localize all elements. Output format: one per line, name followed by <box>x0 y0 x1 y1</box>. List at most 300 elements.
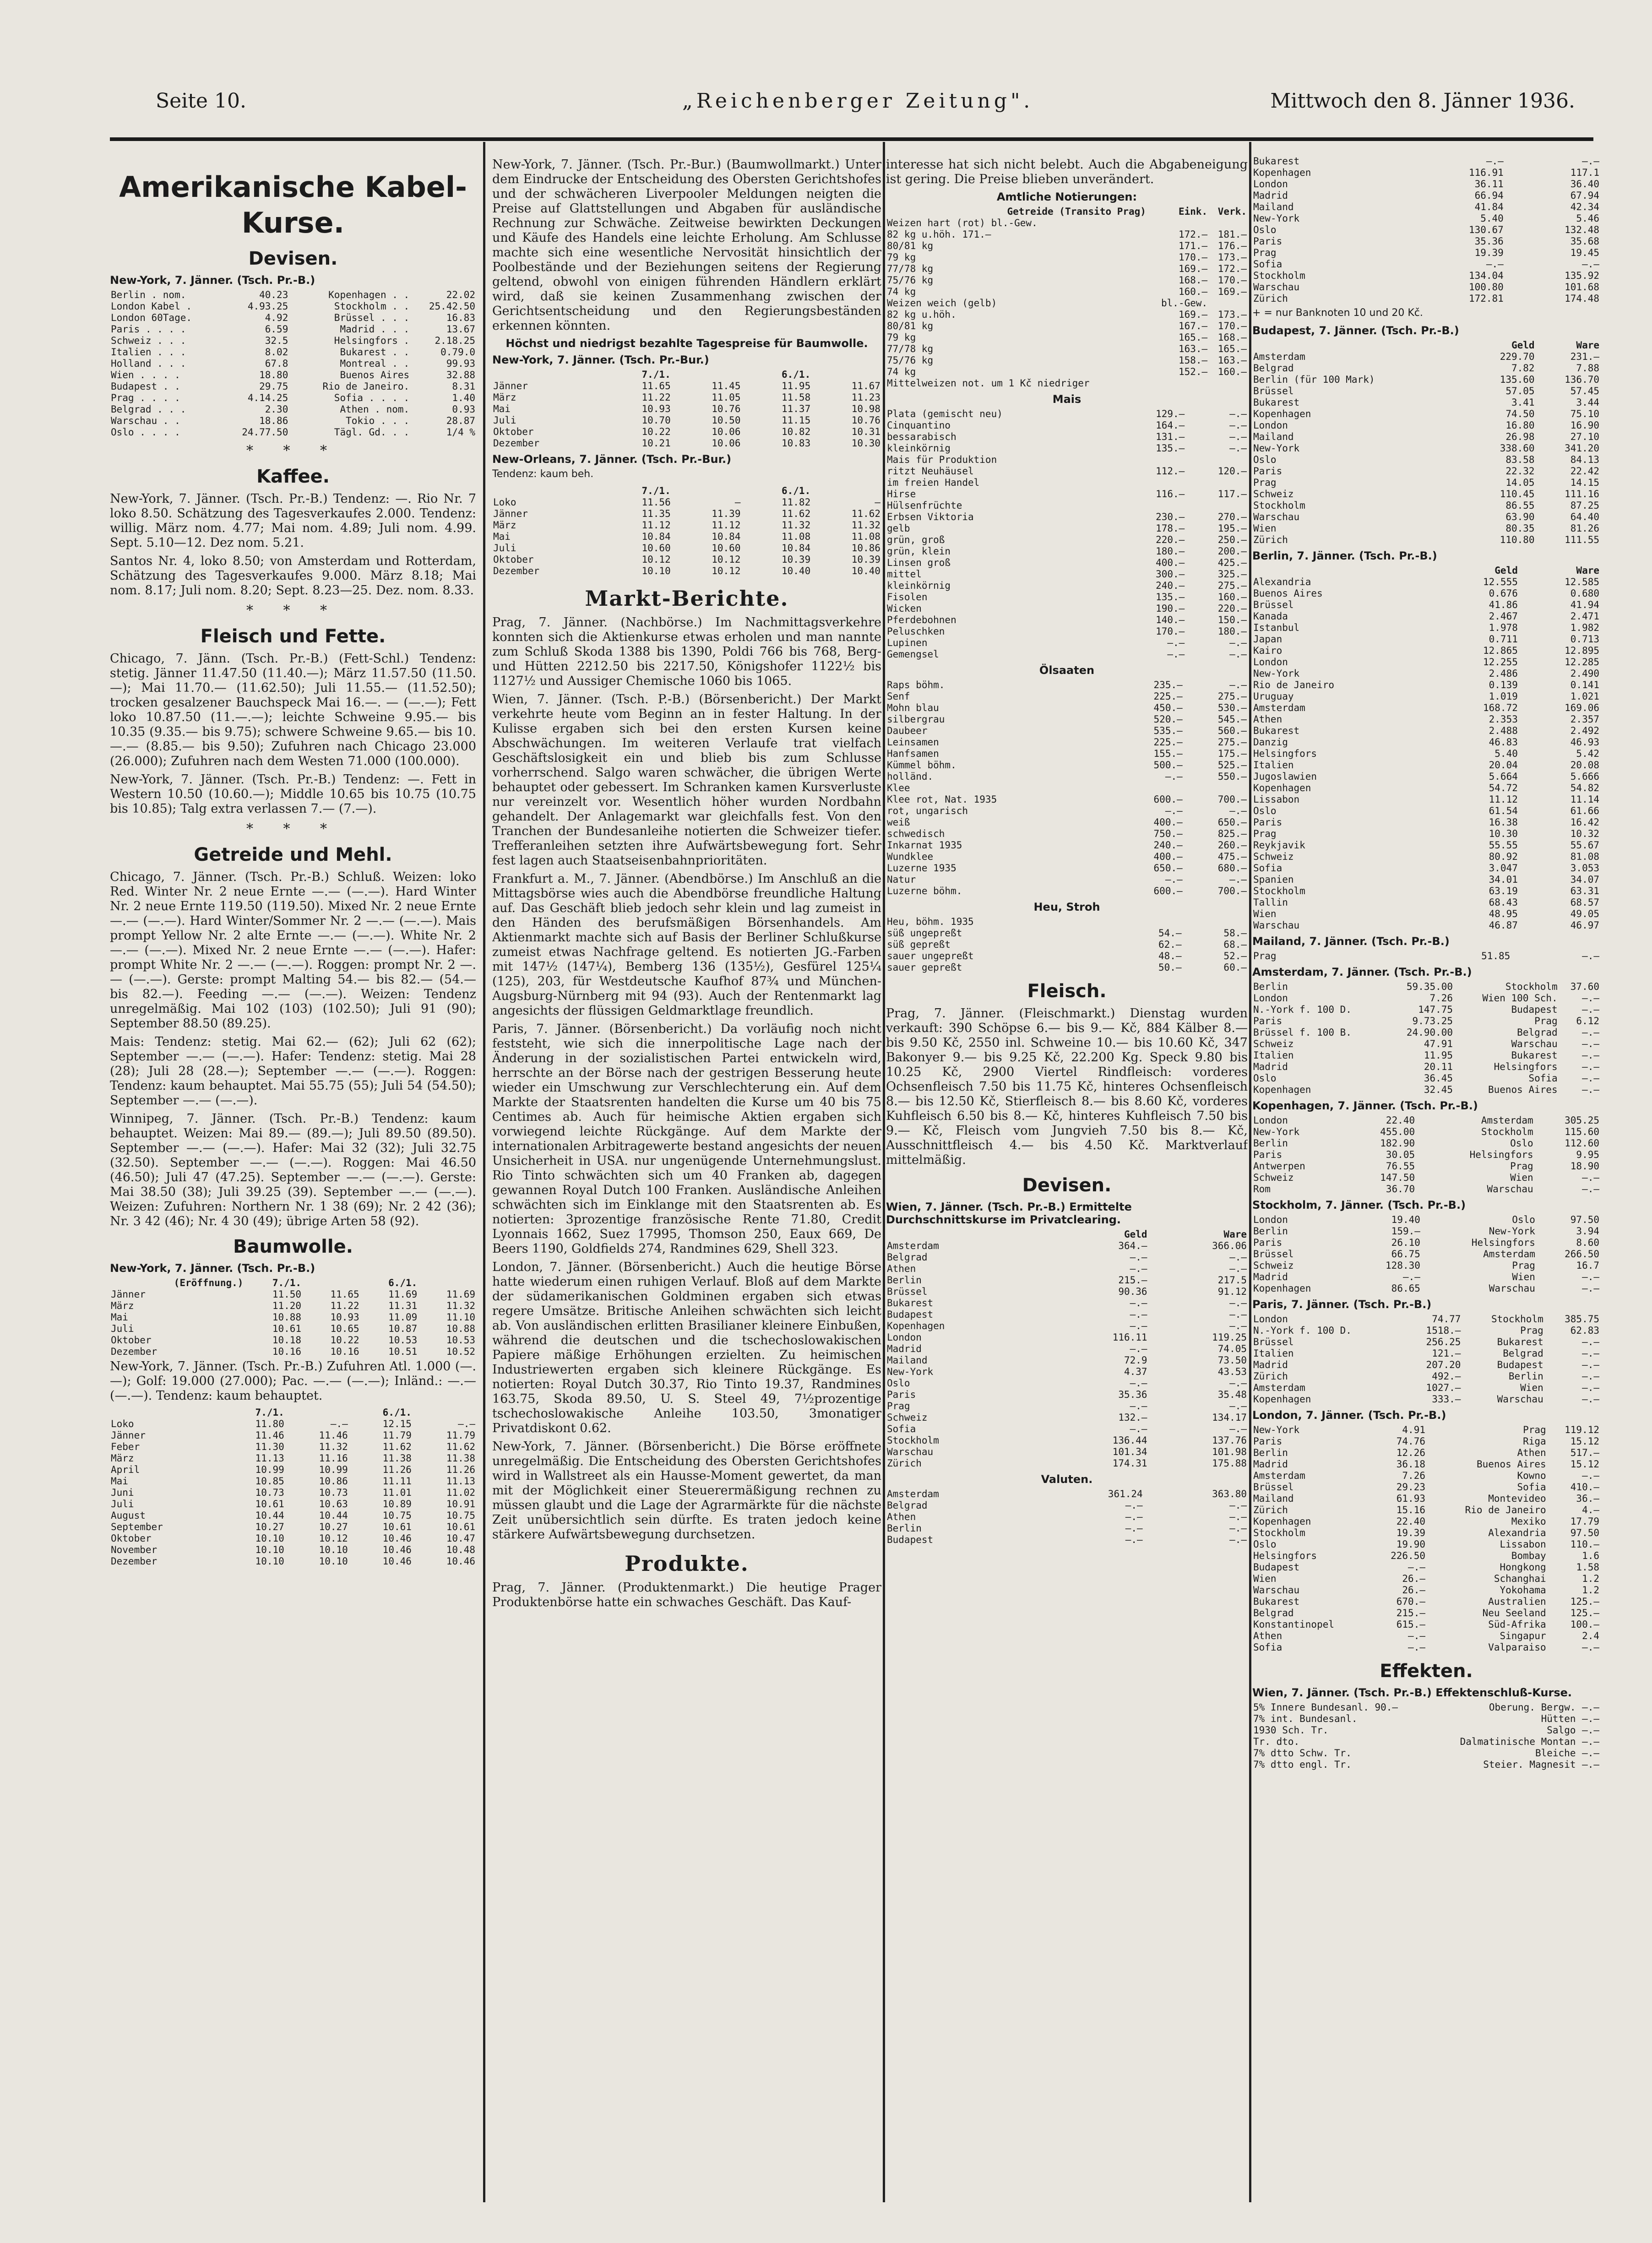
table-row <box>492 554 881 565</box>
table-cell: 250.— <box>1217 534 1247 545</box>
table-row <box>886 534 1248 546</box>
table-cell: 385.75 <box>1565 1314 1599 1325</box>
table-cell: 175.88 <box>1212 1458 1247 1469</box>
table-row <box>1252 1283 1600 1294</box>
table-cell: 43.53 <box>1217 1366 1247 1377</box>
table-cell: 112.— <box>1156 466 1185 477</box>
table-row <box>1252 1184 1600 1195</box>
table-cell: 160.— <box>1178 286 1208 297</box>
table-header-row <box>492 485 881 497</box>
table-cell: 266.50 <box>1565 1249 1599 1260</box>
table-header-cell: Geld <box>1494 565 1518 576</box>
table-cell: 16.42 <box>1570 817 1599 828</box>
table-cell: Prag <box>887 1401 910 1412</box>
table-cell: 0.93 <box>452 404 475 415</box>
table-cell: Bukarest . . <box>340 347 410 358</box>
table-cell: 62.83 <box>1570 1325 1599 1336</box>
table-cell: —.— <box>1130 1309 1147 1320</box>
table-cell: 11.32 <box>782 520 811 531</box>
table-cell: New-York <box>1253 1126 1300 1137</box>
table-cell: London <box>1253 1214 1288 1225</box>
table-cell: Berlin <box>1253 1447 1288 1458</box>
table-cell: Prag <box>1253 477 1277 488</box>
table-cell: 11.58 <box>782 392 811 403</box>
table-row <box>1252 213 1600 224</box>
table-cell: Daubeer <box>887 725 928 736</box>
table-cell: 80/81 kg <box>887 320 934 331</box>
table-cell: 82 kg u.höh. <box>887 309 956 320</box>
table-row <box>886 431 1248 443</box>
table-cell: 170.— <box>1217 275 1247 286</box>
table-cell: —.— <box>1408 1630 1425 1641</box>
table-cell: 74 kg <box>887 366 916 377</box>
table-row <box>1252 1447 1600 1459</box>
table-cell: März <box>493 520 516 531</box>
table-cell: 81.08 <box>1570 851 1599 862</box>
table-row <box>1252 897 1600 908</box>
table-cell: Kowno <box>1517 1470 1546 1481</box>
table-cell: 60.— <box>1223 962 1247 973</box>
table-cell: 10.22 <box>641 426 671 437</box>
table-cell: 11.32 <box>851 520 880 531</box>
table-cell: Holland . . . <box>111 358 186 369</box>
table-row <box>886 928 1248 939</box>
table-cell: 10.93 <box>330 1312 359 1323</box>
table-cell: 455.00 <box>1380 1126 1415 1137</box>
table-cell: 2.488 <box>1489 725 1518 736</box>
table-row <box>492 380 881 392</box>
table-cell: Alexandria <box>1488 1527 1546 1538</box>
table-cell: 300.— <box>1156 569 1185 580</box>
table-cell: 475.— <box>1217 851 1247 862</box>
table-cell: Berlin <box>1253 1138 1288 1149</box>
devisen-table <box>110 289 476 438</box>
table-cell: Oslo . . . . <box>111 427 180 438</box>
table-cell: 11.12 <box>1489 794 1518 805</box>
table-cell: 650.— <box>1153 863 1183 874</box>
table-cell: 35.48 <box>1217 1389 1247 1400</box>
table-row <box>1252 1249 1600 1260</box>
table-row <box>886 1523 1248 1534</box>
table-row <box>492 426 881 438</box>
table-row <box>110 1418 476 1430</box>
table-cell: Kopenhagen <box>1253 1283 1311 1294</box>
table-cell: 10.99 <box>319 1464 348 1475</box>
table-cell: 11.08 <box>851 531 880 542</box>
table-cell: Gemengsel <box>887 649 939 660</box>
table-cell: Mai <box>111 1312 128 1323</box>
table-cell: 10.12 <box>712 565 741 576</box>
table-cell: London <box>1253 657 1288 668</box>
dateline: London, 7. Jänner. (Tsch. Pr.-B.) <box>1252 1409 1446 1422</box>
table-cell: Berlin <box>887 1523 922 1534</box>
table-cell: Oslo <box>887 1378 910 1389</box>
table-cell: 61.66 <box>1570 805 1599 816</box>
table-cell: 86.55 <box>1505 500 1535 511</box>
table-cell: —.— <box>1229 1511 1247 1522</box>
table-cell: Amsterdam <box>1481 1115 1533 1126</box>
table-cell: 2.30 <box>265 404 288 415</box>
table-cell: 79 kg <box>887 252 916 263</box>
table-cell: 1.982 <box>1570 622 1599 633</box>
table-cell: 135.— <box>1156 592 1185 603</box>
table-cell: 8.31 <box>452 381 475 392</box>
table-cell: 560.— <box>1217 725 1247 736</box>
table-cell: 11.65 <box>641 380 671 391</box>
table-cell: —.— <box>1229 637 1247 648</box>
table-cell: 240.— <box>1156 580 1185 591</box>
table-cell: —.— <box>1130 1320 1147 1331</box>
table-row <box>1252 1482 1600 1493</box>
table-cell: schwedisch <box>887 828 945 839</box>
table-cell: 119.12 <box>1565 1424 1599 1435</box>
table-cell: 11.08 <box>782 531 811 542</box>
table-cell: 36.18 <box>1396 1459 1425 1470</box>
table-cell: 165.— <box>1178 332 1208 343</box>
table-row <box>1252 190 1600 201</box>
table-cell: 5.46 <box>1576 213 1599 224</box>
issue-date: Mittwoch den 8. Jänner 1936. <box>1270 89 1575 113</box>
table-cell: 91.12 <box>1217 1286 1247 1297</box>
table-cell: Tallin <box>1253 897 1288 908</box>
table-row <box>1252 431 1600 443</box>
table-cell: 520.— <box>1153 714 1183 725</box>
table-row <box>1252 293 1600 304</box>
table-cell: 112.60 <box>1565 1138 1599 1149</box>
table-cell: 11.35 <box>641 508 671 519</box>
mailand-table <box>1252 950 1600 962</box>
table-cell: 16.83 <box>446 312 475 323</box>
table-cell: 54.— <box>1158 928 1182 939</box>
table-cell: 492.— <box>1432 1371 1461 1382</box>
table-cell: Bukarest <box>1253 1596 1300 1607</box>
table-cell: 8.60 <box>1576 1237 1599 1248</box>
table-cell: 147.75 <box>1418 1004 1453 1015</box>
table-cell: Süd-Afrika <box>1488 1619 1546 1630</box>
table-row <box>1252 224 1600 236</box>
devisen-wien-table <box>886 1229 1248 1469</box>
table-row <box>110 301 476 312</box>
table-cell: gelb <box>887 523 910 534</box>
table-row <box>886 1343 1248 1355</box>
table-row <box>886 443 1248 454</box>
table-cell: 79 kg <box>887 332 916 343</box>
table-cell: Kopenhagen <box>1253 167 1311 178</box>
table-cell: —.— <box>1229 1263 1247 1274</box>
table-cell: 74 kg <box>887 286 916 297</box>
table-cell: 525.— <box>1217 760 1247 771</box>
table-row <box>1252 851 1600 863</box>
table-row <box>1252 993 1600 1004</box>
table-cell: 16.38 <box>1489 817 1518 828</box>
table-row <box>1252 805 1600 817</box>
table-cell: 41.86 <box>1489 599 1518 610</box>
table-cell: 34.07 <box>1570 874 1599 885</box>
table-cell: 225.— <box>1153 691 1183 702</box>
table-cell: 81.26 <box>1570 523 1599 534</box>
table-header-cell: Ware <box>1576 565 1599 576</box>
table-cell: Luzerne 1935 <box>887 863 956 874</box>
table-row <box>886 454 1248 466</box>
table-cell: —.— <box>1229 679 1247 690</box>
table-cell: 10.88 <box>272 1312 302 1323</box>
table-cell: März <box>111 1453 134 1464</box>
table-cell: Bombay <box>1511 1550 1546 1561</box>
table-cell: 12.865 <box>1483 645 1518 656</box>
table-cell: 168.72 <box>1483 702 1518 713</box>
table-row <box>886 679 1248 691</box>
dateline: Paris, 7. Jänner. (Tsch. Pr.-B.) <box>1252 1298 1432 1311</box>
table-cell: 163.— <box>1178 343 1208 354</box>
table-row <box>110 358 476 369</box>
table-row <box>1252 1138 1600 1149</box>
table-cell: 18.86 <box>259 415 288 426</box>
table-cell: 20.04 <box>1489 760 1518 771</box>
table-cell: 670.— <box>1396 1596 1425 1607</box>
table-header-cell <box>886 1229 1049 1240</box>
table-cell <box>1119 782 1184 794</box>
table-cell: Brüssel <box>1253 1249 1294 1260</box>
table-cell: Stockholm <box>1491 1314 1543 1325</box>
table-cell: Salgo <box>1547 1725 1576 1736</box>
paragraph: Chicago, 7. Jänner. (Tsch. Pr.-B.) Schluß. Weizen: loko Red. Winter Nr. 2 neue Ernte —.— (—.—). Hard Winter Nr. 2 neue Ernte 119.50 (119.50). Mixed Nr. 2 neue Ernte —.— (—.—). Hard Winter/Sommer Nr. 2 —.— (—.—). Mais prompt Yellow Nr. 2 alte Ernte —.— (—.—). White Nr. 2 —.— (—.—). Mixed Nr. 2 neue Ernte —.— (—.—). Hafer: prompt White Nr. 2 —.— (—.—). Roggen: prompt Nr. 2 —.— (—.—). Gerste: prompt Malting 54.— bis 82.— (54.— bis 82.—). Feeding —.— (—.—). Weizen: Tendenz unregelmäßig. Mai 102 (103) (102.50); Juli 91 (90); September 88.50 (89.25). <box>110 870 476 1031</box>
table-row <box>110 1499 476 1510</box>
table-cell: 172.81 <box>1468 293 1504 304</box>
table-cell: 11.30 <box>255 1441 284 1452</box>
table-cell: 10.40 <box>851 565 880 576</box>
table-cell: London 60Tage. <box>111 312 192 323</box>
baumwolle-hoechst-table <box>492 369 881 449</box>
table-cell: 256.25 <box>1426 1336 1461 1347</box>
table-cell: 130.67 <box>1468 224 1504 235</box>
table-cell: 1.40 <box>452 392 475 403</box>
table-cell: 11.26 <box>446 1464 475 1475</box>
table-cell: Warschau <box>1253 282 1300 293</box>
table-cell: 26.— <box>1402 1585 1425 1596</box>
table-row <box>1252 1260 1600 1271</box>
table-cell: New-York <box>1253 443 1300 454</box>
table-cell: rot, ungarisch <box>887 805 968 816</box>
table-row <box>1252 534 1600 546</box>
table-row <box>1252 1550 1600 1562</box>
table-header-cell: 6./1. <box>782 485 811 496</box>
table-cell: Budapest <box>1253 1562 1300 1573</box>
dateline: Amsterdam, 7. Jänner. (Tsch. Pr.-B.) <box>1252 966 1472 978</box>
table-cell: Sofia <box>1528 1073 1558 1084</box>
table-cell: 10.65 <box>330 1323 359 1334</box>
table-cell: Budapest . . <box>111 381 180 392</box>
table-cell: Paris <box>1253 1149 1282 1160</box>
table-cell: 35.68 <box>1570 236 1599 247</box>
table-cell: grün, klein <box>887 546 951 557</box>
table-cell: 5.40 <box>1494 748 1518 759</box>
table-cell: Montreal . . <box>340 358 410 369</box>
table-row <box>1252 1736 1600 1748</box>
table-cell: 11.23 <box>851 392 880 403</box>
table-cell: 11.11 <box>382 1476 412 1487</box>
table-cell: Madrid <box>887 1343 922 1354</box>
table-header-row <box>886 206 1248 217</box>
table-row <box>886 252 1248 263</box>
table-cell: Buenos Aires <box>1476 1459 1546 1470</box>
table-cell: —.— <box>1130 1401 1147 1412</box>
table-cell: 11.22 <box>330 1300 359 1311</box>
table-row <box>886 1332 1248 1343</box>
table-title: Mais <box>1052 393 1081 406</box>
page-number: Seite 10. <box>156 89 246 113</box>
table-row <box>1252 622 1600 634</box>
table-row <box>1252 611 1600 622</box>
table-cell: Stockholm . . <box>334 301 410 312</box>
table-cell: Jänner <box>493 508 528 519</box>
table-cell: 10.87 <box>388 1323 418 1334</box>
table-cell: Kümmel böhm. <box>887 760 956 771</box>
table-cell: 97.50 <box>1570 1527 1599 1538</box>
table-header-cell: 6./1. <box>388 1277 418 1288</box>
table-cell: 99.93 <box>446 358 475 369</box>
table-cell: Prag <box>1523 1424 1546 1435</box>
table-row <box>492 508 881 520</box>
table-row <box>886 1458 1248 1469</box>
table-cell: Oslo <box>1253 805 1277 816</box>
table-cell: London <box>887 1332 922 1343</box>
table-cell: Madrid . . . <box>340 324 410 335</box>
table-row <box>110 404 476 415</box>
table-cell: 410.— <box>1570 1482 1599 1493</box>
table-header-row <box>492 369 881 380</box>
table-row <box>886 851 1248 863</box>
table-cell: 12.895 <box>1565 645 1599 656</box>
table-row <box>110 1441 476 1453</box>
table-cell: —.— <box>1582 1759 1599 1770</box>
table-cell: 7% int. Bundesanl. <box>1253 1713 1358 1724</box>
table-cell: Budapest <box>887 1309 934 1320</box>
table-cell: 10.18 <box>272 1335 302 1346</box>
table-cell: Prag <box>1520 1325 1543 1336</box>
table-cell: 10.21 <box>641 438 671 449</box>
table-cell: Prag <box>1253 247 1277 258</box>
table-cell: 20.11 <box>1424 1061 1453 1072</box>
table-row <box>110 1476 476 1487</box>
table-cell: 66.75 <box>1391 1249 1420 1260</box>
table-row <box>886 737 1248 748</box>
table-cell: Wien <box>1512 1271 1535 1282</box>
table-cell: 74.50 <box>1505 408 1535 419</box>
table-cell: Athen <box>1517 1447 1546 1458</box>
table-cell: Madrid <box>1253 190 1288 201</box>
table-cell: 10.60 <box>712 543 741 554</box>
table-cell: 11.50 <box>272 1289 302 1300</box>
table-cell: 10.06 <box>712 438 741 449</box>
table-row <box>110 1453 476 1464</box>
table-cell: 32.45 <box>1424 1084 1453 1095</box>
table-cell: Schweiz <box>1253 489 1294 500</box>
table-cell: 129.— <box>1156 408 1185 419</box>
table-cell <box>1185 454 1248 466</box>
table-cell: 5% Innere Bundesanl. 90.— <box>1253 1702 1398 1713</box>
table-row <box>886 1298 1248 1309</box>
page-header <box>156 89 1575 121</box>
table-cell: Plata (gemischt neu) <box>887 408 1003 419</box>
table-cell: 11.38 <box>446 1453 475 1464</box>
table-cell: Wien . . . . <box>111 369 180 380</box>
table-cell: 10.32 <box>1570 828 1599 839</box>
table-row <box>886 309 1248 320</box>
table-row <box>1252 408 1600 420</box>
paragraph: Chicago, 7. Jänn. (Tsch. Pr.-B.) (Fett-Schl.) Tendenz: stetig. Jänner 11.47.50 (11.40.—); März 11.57.50 (11.50.—); Mai 11.70.— (11.62.50); Juli 11.55.— (11.52.50); trocken gesalzener Bauchspeck Mai 16.—. — (—.—); Fett loko 10.87.50 (11.—.—); leichte Schweine 9.95.— bis 10.35 (9.35.— bis 9.75); schwere Schweine 9.65.— bis 10.—.— (8.85.— bis 9.50); Zufuhren nach Chicago 23.000 (26.000); Zufuhren nach dem Westen 71.000 (100.000). <box>110 652 476 768</box>
london-table <box>1252 1424 1600 1653</box>
table-row <box>1252 500 1600 511</box>
table-cell: Schweiz <box>1253 1260 1294 1271</box>
table-row <box>1252 1226 1600 1237</box>
table-cell: Buenos Aires <box>340 369 410 380</box>
table-cell: 11.82 <box>782 497 811 508</box>
table-cell: —.— <box>1229 1500 1247 1511</box>
table-cell: Tokio . . . <box>346 415 410 426</box>
table-cell: 4.— <box>1582 1504 1599 1515</box>
baumwolle-table-2 <box>110 1407 476 1567</box>
table-cell: 13.67 <box>446 324 475 335</box>
table-cell: Sofia <box>1517 1482 1546 1493</box>
table-cell: Jänner <box>493 380 528 391</box>
table-cell: 10.46 <box>446 1556 475 1567</box>
table-row <box>886 240 1248 252</box>
table-cell: 155.— <box>1153 748 1183 759</box>
table-cell <box>1184 782 1248 794</box>
table-cell: 14.05 <box>1505 477 1535 488</box>
baumwolle-table-1 <box>110 1277 476 1358</box>
table-cell: —.— <box>1130 1378 1147 1389</box>
table-cell: 110.80 <box>1500 534 1535 545</box>
table-cell: 30.05 <box>1386 1149 1415 1160</box>
table-cell: Lupinen <box>887 637 928 648</box>
table-row <box>886 511 1248 523</box>
table-cell: 46.87 <box>1489 920 1518 931</box>
table-cell: Mailand <box>887 1355 928 1366</box>
table-cell: 10.86 <box>851 543 880 554</box>
table-cell: Prag <box>1512 1260 1535 1271</box>
table-cell: 134.04 <box>1468 270 1504 281</box>
table-cell: Oktober <box>493 426 534 437</box>
table-cell: 11.62 <box>782 508 811 519</box>
table-cell: Rio de Janeiro <box>1253 679 1335 690</box>
table-row <box>1252 1027 1600 1038</box>
table-cell: 67.8 <box>265 358 288 369</box>
table-row <box>1252 1336 1600 1348</box>
table-cell: Belgrad <box>1503 1348 1543 1359</box>
table-cell: Kopenhagen <box>1253 782 1311 793</box>
table-cell: Tr. dto. <box>1253 1736 1300 1747</box>
table-cell: 10.75 <box>446 1510 475 1521</box>
table-cell: —.— <box>330 1418 348 1429</box>
table-cell: London Kabel . <box>111 301 192 312</box>
table-row <box>1252 1516 1600 1527</box>
table-cell: —.— <box>1125 1534 1143 1545</box>
table-row <box>886 1511 1248 1523</box>
table-cell: Buenos Aires <box>1488 1084 1558 1095</box>
section-marktberichte: Markt-Berichte. <box>585 586 789 611</box>
table-row <box>110 324 476 335</box>
table-row <box>110 1556 476 1567</box>
paragraph: Winnipeg, 7. Jänner. (Tsch. Pr.-B.) Tendenz: kaum behauptet. Weizen: Mai 89.— (89.—); Juli 89.50 (89.50). September —.— (—.—). Hafer: Mai 32 (32); Juli 32.75 (32.50). September —.— (—.—). Roggen: Mai 46.50 (46.50); Juli 47 (47.25). September —.— (—.—). Gerste: Mai 38.50 (38); Juli 39.25 (39). September —.— (—.—). Weizen: Zufuhren: Northern Nr. 1 38 (69); Nr. 2 42 (36); Nr. 3 42 (46); Nr. 4 30 (49); übrige Arten 58 (92). <box>110 1112 476 1228</box>
table-row <box>1252 840 1600 851</box>
table-row <box>886 874 1248 885</box>
table-row <box>1252 1619 1600 1630</box>
table-row <box>110 347 476 358</box>
table-header-cell <box>672 485 742 497</box>
table-cell: Hanfsamen <box>887 748 939 759</box>
table-cell: 140.— <box>1156 614 1185 625</box>
